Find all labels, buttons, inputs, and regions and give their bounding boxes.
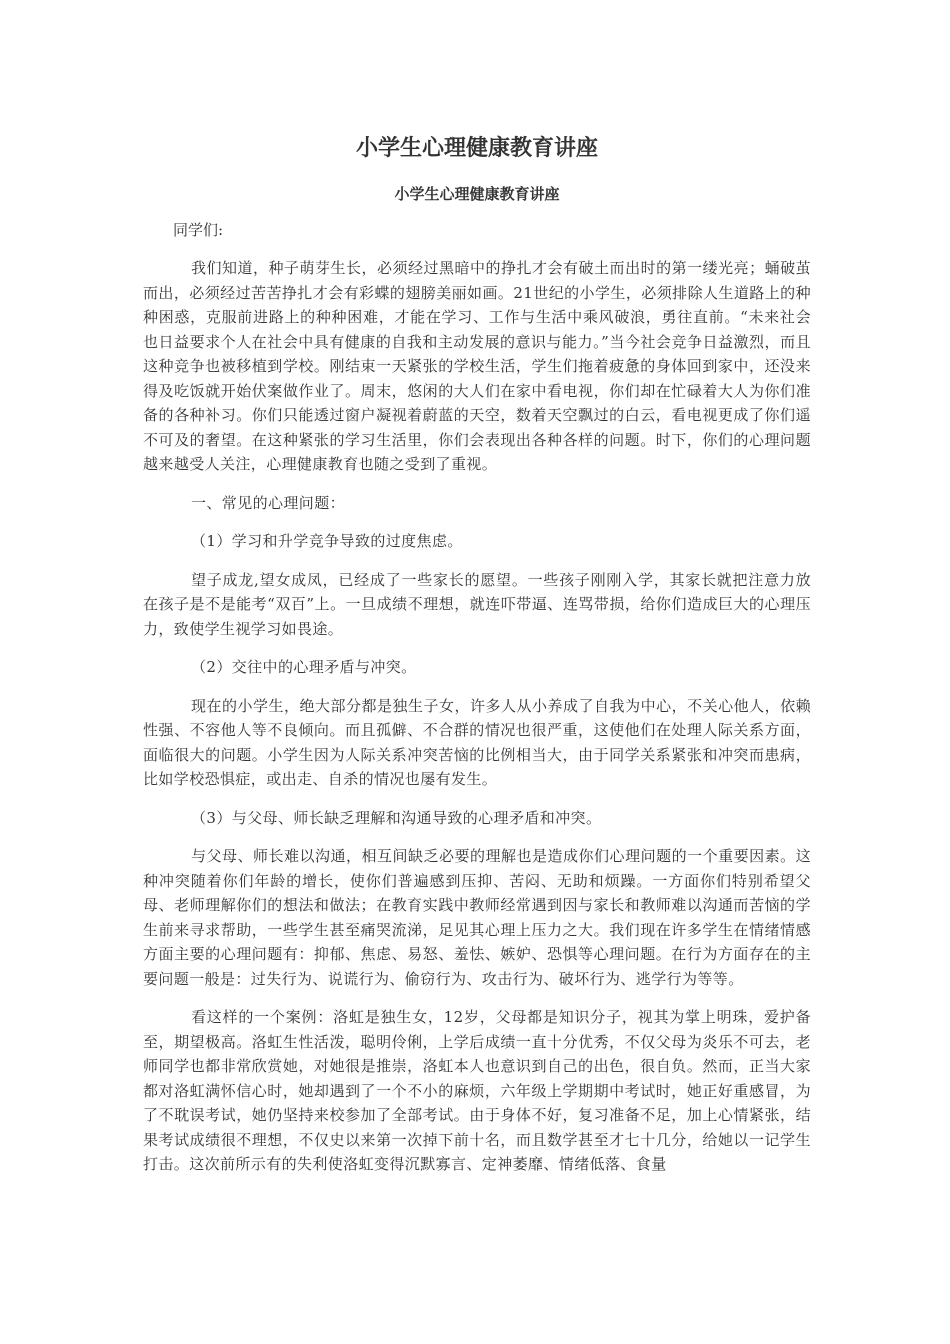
paragraph-parent-teacher-communication: 与父母、师长难以沟通，相互间缺乏必要的理解也是造成你们心理问题的一个重要因素。这种冲突随着你们年龄的增长，使你们普遍感到压抑、苦闷、无助和烦躁。一方面你们特别希望父母、老师理解你们的想法和做法；在教育实践中教师经常遇到因与家长和教师难以沟通而苦恼的学生前来寻求帮助，一些学生甚至痛哭流涕，足见其心理上压力之大。我们现在许多学生在情绪情感方面主要的心理问题有：抑郁、焦虑、易怒、羞怯、嫉妒、恐惧等心理问题。在行为方面存在的主要问题一般是：过失行为、说谎行为、偷窃行为、攻击行为、破坏行为、逃学行为等等。 bbox=[143, 847, 811, 988]
paragraph-social-conflict: 现在的小学生，绝大部分都是独生子女，许多人从小养成了自我为中心，不关心他人，依赖性强、不容他人等不良倾向。而且孤僻、不合群的情况也很严重，这使他们在处理人际关系方面，面临很大的问题。小学生因为人际关系冲突苦恼的比例相当大，由于同学关系紧张和冲突而患病，比如学校恐惧症，或出走、自杀的情况也屡有发生。 bbox=[143, 696, 811, 788]
subheading-anxiety: （1）学习和升学竞争导致的过度焦虑。 bbox=[191, 532, 463, 550]
greeting: 同学们: bbox=[173, 221, 224, 239]
document-page bbox=[143, 128, 811, 1177]
paragraph-anxiety: 望子成龙,望女成凤，已经成了一些家长的愿望。一些孩子刚刚入学，其家长就把注意力放在孩子是不是能考“双百”上。一旦成绩不理想，就连吓带逼、连骂带损，给你们造成巨大的心理压力，致使学生视学习如畏途。 bbox=[143, 570, 811, 638]
subheading-social-conflict: （2）交往中的心理矛盾与冲突。 bbox=[191, 658, 417, 676]
section-heading-common-problems: 一、常见的心理问题： bbox=[191, 493, 346, 512]
document-subtitle: 小学生心理健康教育讲座 bbox=[394, 185, 560, 203]
paragraph-case-study: 看这样的一个案例：洛虹是独生女，12岁，父母都是知识分子，视其为掌上明珠，爱护备至，期望极高。洛虹生性活泼，聪明伶俐，上学后成绩一直十分优秀，不仅父母为炎乐不可去，老师同学也都非常欣赏她，对她很是推崇，洛虹本人也意识到自己的出色，很自负。然而，正当大家都对洛虹满怀信心时，她却遇到了一个不小的麻烦，六年级上学期期中考试时，她正好重感冒，为了不耽误考试，她仍坚持来校参加了全部考试。由于身体不好，复习准备不足，加上心情紧张，结果考试成绩很不理想，不仅史以来第一次掉下前十名，而且数学甚至才七十几分，给她以一记学生打击。这次前所示有的失利使洛虹变得沉默寡言、定神萎靡、情绪低落、食量 bbox=[143, 1008, 811, 1173]
subheading-parent-teacher-communication: （3）与父母、师长缺乏理解和沟通导致的心理矛盾和冲突。 bbox=[191, 808, 602, 827]
document-title: 小学生心理健康教育讲座 bbox=[355, 135, 598, 161]
paragraph-intro: 我们知道，种子萌芽生长，必须经过黑暗中的挣扎才会有破土而出时的第一缕光亮；蛹破茧而出，必须经过苦苦挣扎才会有彩蝶的翅膀美丽如画。21世纪的小学生，必须排除人生道路上的种种困惑，克服前进路上的种种困难，才能在学习、工作与生活中乘风破浪，勇往直前。“未来社会也日益要求个人在社会中具有健康的自我和主动发展的意识与能力。”当今社会竞争日益激烈，而且这种竞争也被移植到学校。刚结束一天紧张的学校生活，学生们拖着疲惫的身体回到家中，还没来得及吃饭就开始伏案做作业了。周末，悠闲的大人们在家中看电视，你们却在忙碌着大人为你们准备的各种补习。你们只能透过窗户凝视着蔚蓝的天空，数着天空飘过的白云，看电视更成了你们遥不可及的奢望。在这种紧张的学习生活里，你们会表现出各种各样的问题。时下，你们的心理问题越来越受人关注，心理健康教育也随之受到了重视。 bbox=[143, 259, 811, 473]
